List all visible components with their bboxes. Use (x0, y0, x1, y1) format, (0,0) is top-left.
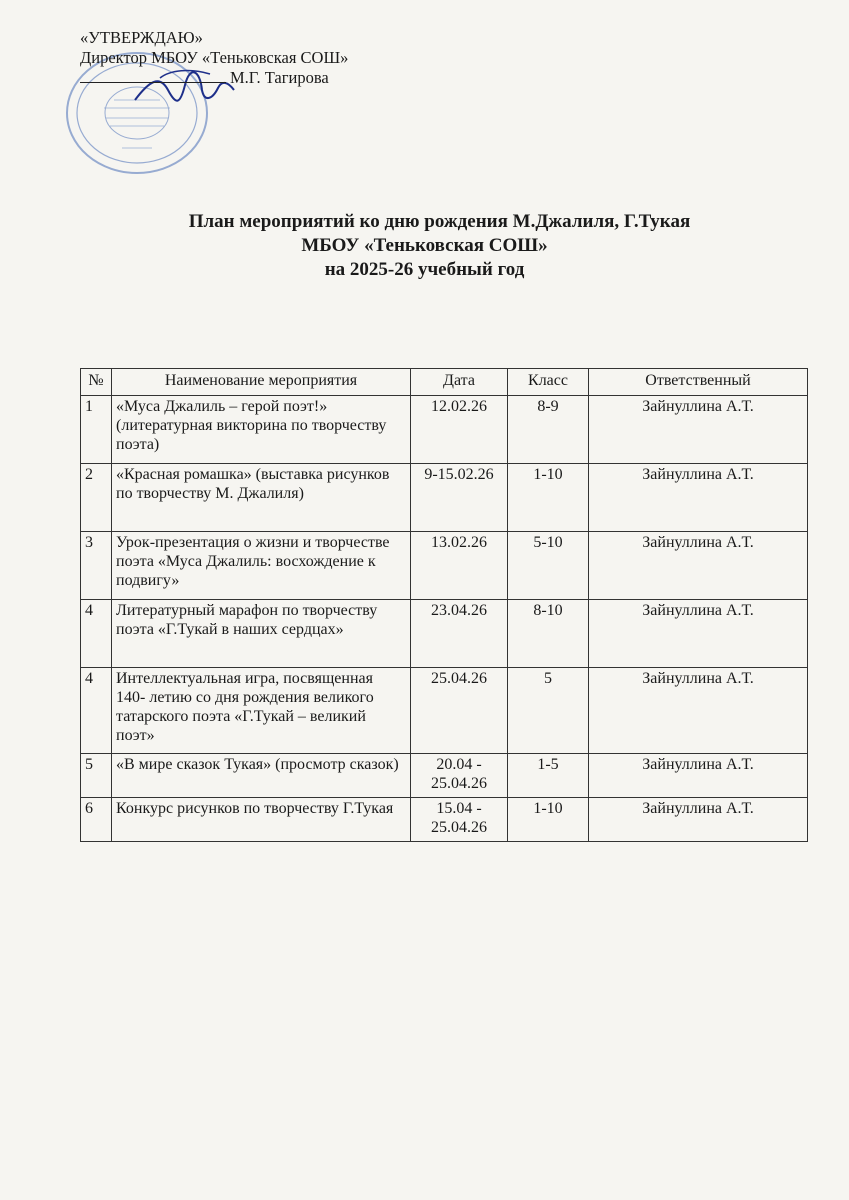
title-line-3: на 2025-26 учебный год (324, 259, 525, 280)
cell-number: 1 (81, 396, 112, 464)
cell-class: 8-10 (508, 600, 589, 668)
cell-class: 5-10 (508, 532, 589, 600)
cell-class: 1-10 (508, 798, 589, 842)
cell-class: 1-5 (508, 754, 589, 798)
approve-label: «УТВЕРЖДАЮ» (80, 28, 203, 47)
cell-responsible: Зайнуллина А.Т. (589, 396, 808, 464)
table-row (81, 464, 808, 532)
cell-event-name: «Муса Джалиль – герой поэт!» (литературная викторина по творчеству поэта) (112, 396, 411, 464)
cell-number: 4 (81, 600, 112, 668)
director-position: Директор МБОУ «Теньковская СОШ» (80, 48, 349, 67)
cell-event-name: Урок-презентация о жизни и творчестве поэта «Муса Джалиль: восхождение к подвигу» (112, 532, 411, 600)
cell-responsible: Зайнуллина А.Т. (589, 532, 808, 600)
cell-responsible: Зайнуллина А.Т. (589, 754, 808, 798)
table-row (81, 754, 808, 798)
signature-line (80, 68, 348, 88)
cell-number: 4 (81, 668, 112, 754)
table-row (81, 798, 808, 842)
signature-underline (80, 68, 226, 83)
header-date: Дата (411, 369, 508, 396)
table-row (81, 396, 808, 464)
cell-class: 5 (508, 668, 589, 754)
cell-event-name: Конкурс рисунков по творчеству Г.Тукая (112, 798, 411, 842)
approval-block (80, 28, 348, 88)
cell-event-name: Интеллектуальная игра, посвященная 140- летию со дня рождения великого татарского поэта «Г.Тукай – великий поэт» (112, 668, 411, 754)
signatory-name: М.Г. Тагирова (230, 68, 329, 87)
cell-number: 5 (81, 754, 112, 798)
title-line-2: МБОУ «Теньковская СОШ» (301, 235, 548, 256)
header-responsible: Ответственный (589, 369, 808, 396)
cell-event-name: «Красная ромашка» (выставка рисунков по творчеству М. Джалиля) (112, 464, 411, 532)
cell-event-name: «В мире сказок Тукая» (просмотр сказок) (112, 754, 411, 798)
document-title (0, 210, 849, 282)
cell-number: 6 (81, 798, 112, 842)
cell-responsible: Зайнуллина А.Т. (589, 600, 808, 668)
cell-date: 23.04.26 (411, 600, 508, 668)
header-event-name: Наименование мероприятия (112, 369, 411, 396)
header-number: № (81, 369, 112, 396)
cell-date: 15.04 - 25.04.26 (411, 798, 508, 842)
cell-event-name: Литературный марафон по творчеству поэта «Г.Тукай в наших сердцах» (112, 600, 411, 668)
title-line-1: План мероприятий ко дню рождения М.Джалиля, Г.Тукая (188, 211, 691, 232)
table-row (81, 600, 808, 668)
header-class: Класс (508, 369, 589, 396)
cell-date: 20.04 - 25.04.26 (411, 754, 508, 798)
table-header-row (81, 369, 808, 396)
cell-responsible: Зайнуллина А.Т. (589, 464, 808, 532)
cell-number: 3 (81, 532, 112, 600)
cell-date: 13.02.26 (411, 532, 508, 600)
cell-date: 9-15.02.26 (411, 464, 508, 532)
cell-number: 2 (81, 464, 112, 532)
table-row (81, 532, 808, 600)
cell-date: 25.04.26 (411, 668, 508, 754)
table-row (81, 668, 808, 754)
cell-date: 12.02.26 (411, 396, 508, 464)
events-table (80, 368, 808, 842)
cell-class: 8-9 (508, 396, 589, 464)
cell-responsible: Зайнуллина А.Т. (589, 798, 808, 842)
cell-class: 1-10 (508, 464, 589, 532)
cell-responsible: Зайнуллина А.Т. (589, 668, 808, 754)
